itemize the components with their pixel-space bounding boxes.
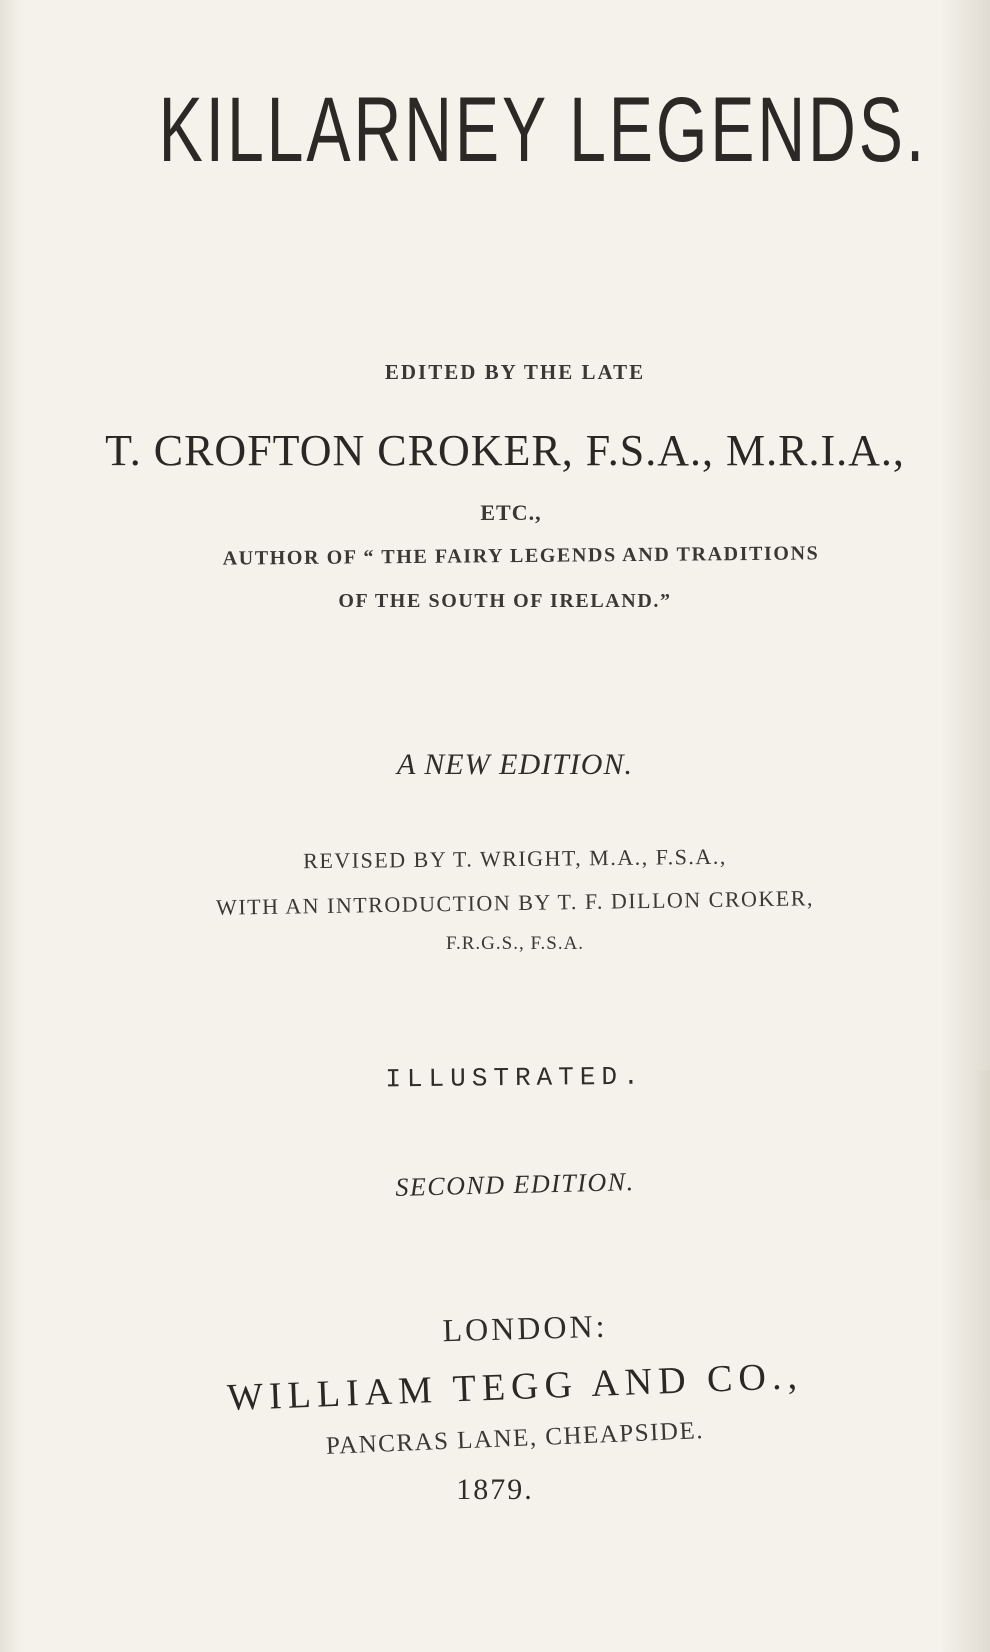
author-etc: ETC.,	[480, 500, 542, 525]
page-right-edge	[940, 0, 990, 1652]
page-left-edge	[0, 0, 22, 1652]
edited-by-line: EDITED BY THE LATE	[384, 360, 646, 384]
imprint-address: PANCRAS LANE, CHEAPSIDE.	[325, 1417, 705, 1460]
imprint-publisher: WILLIAM TEGG AND CO.,	[226, 1354, 804, 1420]
imprint-year: 1879.	[456, 1473, 534, 1506]
imprint-city: LONDON:	[442, 1307, 608, 1349]
author-of-line-1: AUTHOR OF “ THE FAIRY LEGENDS AND TRADITIONS	[222, 542, 820, 570]
book-title: KILLARNEY LEGENDS.	[158, 79, 928, 181]
author-name: T. CROFTON CROKER, F.S.A., M.R.I.A.,	[105, 426, 905, 475]
illustrated-line: ILLUSTRATED.	[385, 1061, 645, 1095]
introduction-line: WITH AN INTRODUCTION BY T. F. DILLON CROKER,	[215, 885, 815, 920]
introduction-credentials: F.R.G.S., F.S.A.	[445, 933, 585, 954]
new-edition-line: A NEW EDITION.	[397, 748, 633, 781]
author-of-line-2: OF THE SOUTH OF IRELAND.”	[338, 590, 672, 612]
revised-by-line: REVISED BY T. WRIGHT, M.A., F.S.A.,	[303, 843, 727, 874]
second-edition-line: SECOND EDITION.	[395, 1167, 635, 1202]
